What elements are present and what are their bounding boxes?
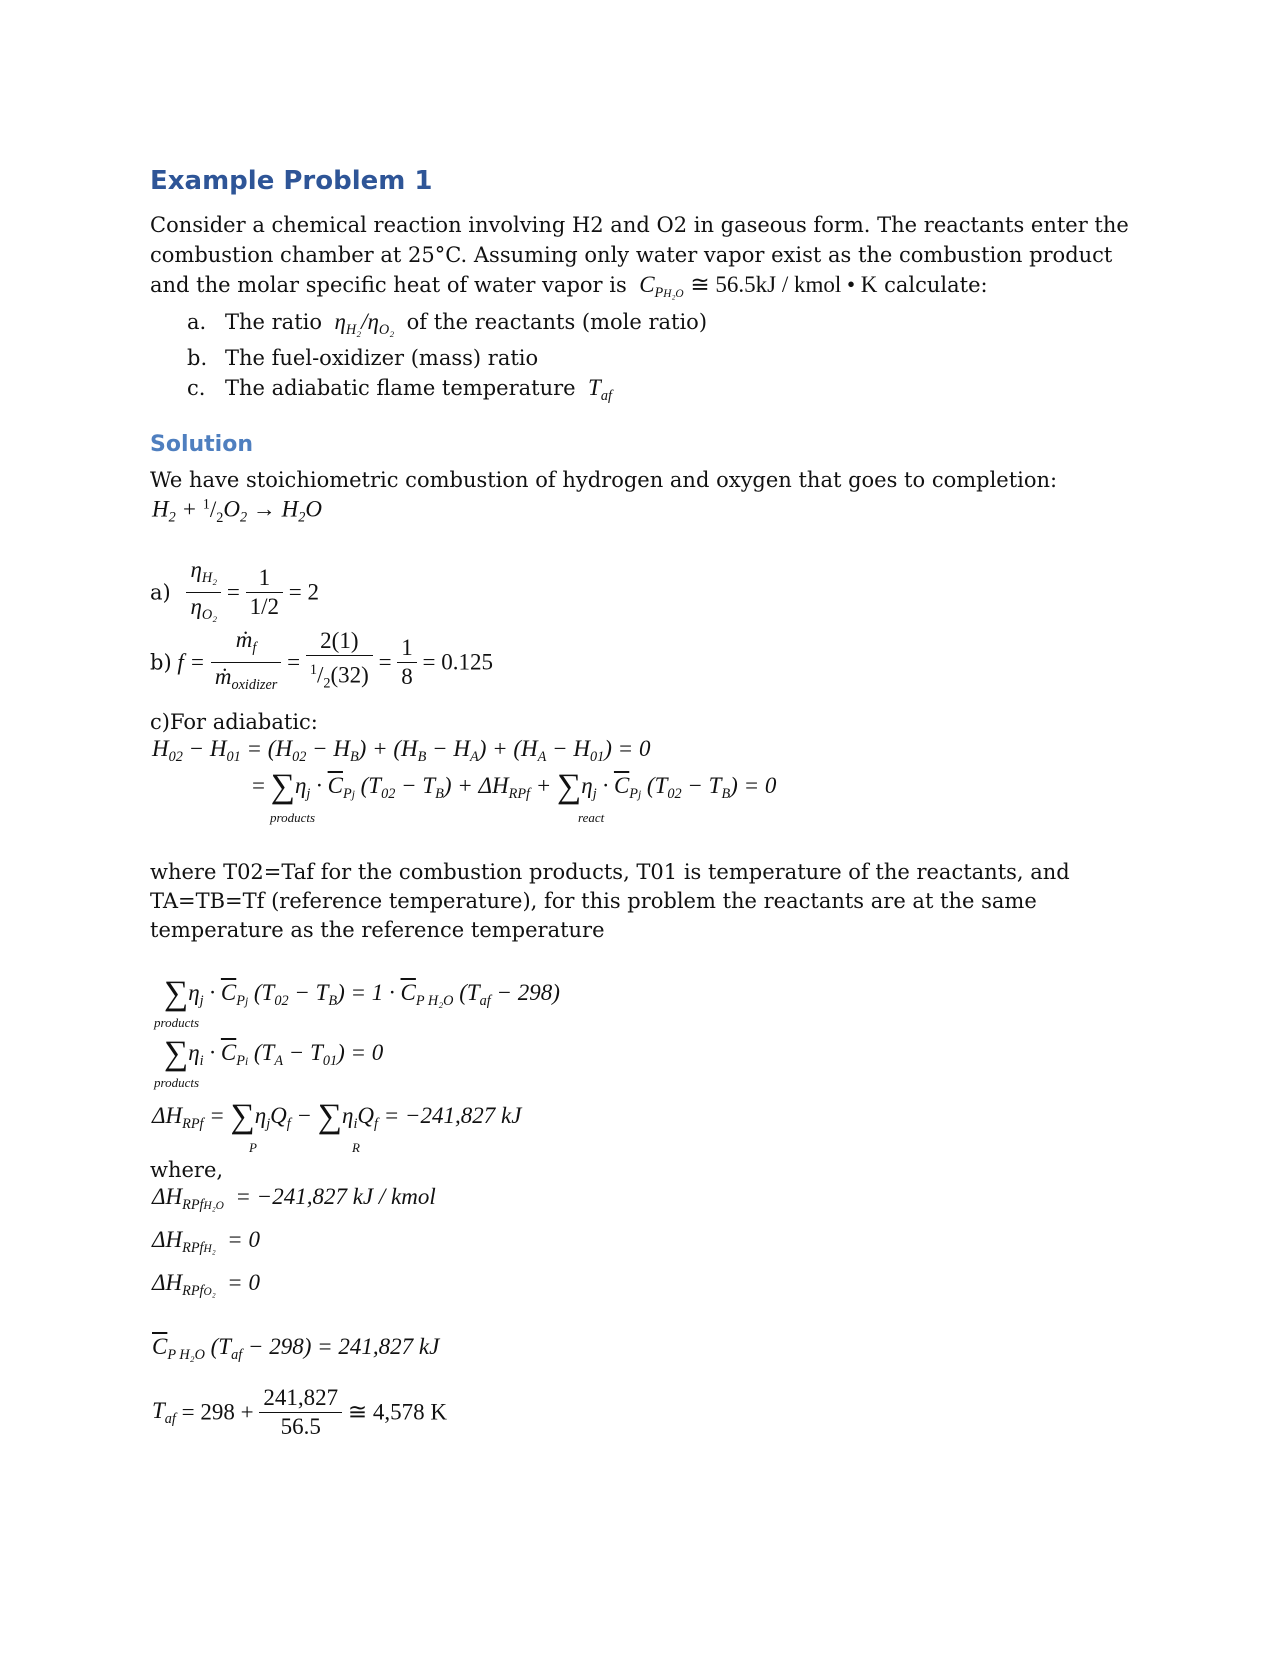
part-b-fraction-1: $\frac{2(1)}{^1/_2(32)}$ <box>306 627 373 698</box>
mole-ratio-symbol: $\eta_{H_2}/\eta_{O_2}$ <box>328 309 395 338</box>
mole-ratio-fraction: $\frac{\eta_{H_2}}{\eta_{O_2}}$ <box>186 556 221 629</box>
part-a-fraction <box>246 564 283 621</box>
list-text-a: The ratio <box>225 310 322 334</box>
dh-h2o-value: = −241,827 kJ / kmol <box>235 1184 436 1209</box>
products-label-2: products <box>154 1015 200 1030</box>
intro-line-2: combustion chamber at 25°C. Assuming only water vapor exist as the combustion product <box>150 243 1113 267</box>
part-b-equation: b) f = $\frac{ṁ_f}{ṁ_{oxidizer}}$ = $\frac{2(1)}{^1/_2(32)}$ = $\frac{1}{8}$ = 0.125 <box>150 626 493 699</box>
list-label-b: b. <box>187 346 208 370</box>
solution-intro: We have stoichiometric combustion of hydrogen and oxygen that goes to completion: <box>150 468 1058 492</box>
part-a-label: a) <box>150 580 171 605</box>
cp-symbol: $C_{PH_2O}$ <box>633 272 684 301</box>
part-b-num-2: 1 <box>397 634 417 663</box>
intro-line-3 <box>150 270 988 309</box>
final-eq1-rhs: = 241,827 kJ <box>317 1334 440 1359</box>
dh-h2-value: = 0 <box>227 1227 260 1252</box>
intro-line-1 <box>150 210 1129 240</box>
delta-h-value: = −241,827 kJ <box>383 1103 522 1128</box>
list-item-a <box>187 307 707 345</box>
intro-text-1: Consider a chemical reaction involving H2 and O2 in gaseous form. The reactants enter the <box>150 213 1129 237</box>
part-a-equation: a) $\frac{\eta_{H_2}}{\eta_{O_2}}$ = $\frac{1}{1/2}$ = 2 <box>150 556 319 629</box>
list-label-a: a. <box>187 310 207 334</box>
final-fraction <box>259 1384 342 1441</box>
part-c-label: c)For adiabatic: <box>150 710 318 734</box>
where-line-3: temperature as the reference temperature <box>150 918 605 942</box>
part-b-label: b) <box>150 650 172 675</box>
taf-symbol: $T_{af}$ <box>582 375 612 404</box>
products-label-1: products <box>270 810 316 825</box>
enthalpy-equation-1: $H_{02} - H_{01} = (H_{02} - H_B) + (H_B - H_A) + (H_A - H_{01}) = 0$ <box>152 736 651 765</box>
reaction-equation: $H_2 + ^1/_2O_2 \to H_2O$ <box>152 496 323 526</box>
part-b-num-1: 2(1) <box>306 627 373 656</box>
list-item-b <box>187 343 538 373</box>
mass-ratio-fraction: $\frac{ṁ_f}{ṁ_{oxidizer}}$ <box>211 626 282 699</box>
dh-h2o-equation: $\Delta H_{RPfH_2O} = -241,827$ kJ / kmol <box>152 1184 436 1213</box>
list-text-b: The fuel-oxidizer (mass) ratio <box>225 346 539 370</box>
list-item-c <box>187 373 612 411</box>
part-b-den-1: (32) <box>330 662 369 688</box>
where-line-2: TA=TB=Tf (reference temperature), for this problem the reactants are at the same <box>150 889 1037 913</box>
final-equation-1: $\overline{C}_{P H_2O}$ $(T_{af} - 298) = 241,827$ kJ <box>152 1334 440 1363</box>
sum-index-p: P <box>249 1140 257 1155</box>
part-b-result: = 0.125 <box>422 649 494 675</box>
intro-text-3: and the molar specific heat of water vapor is <box>150 273 627 297</box>
where-label: where, <box>150 1158 224 1182</box>
where-line-1: where T02=Taf for the combustion products, T01 is temperature of the reactants, and <box>150 860 1070 884</box>
page-title: Example Problem 1 <box>150 166 433 196</box>
list-text-a-end: of the reactants (mole ratio) <box>406 310 708 334</box>
part-a-num: 1 <box>246 564 283 593</box>
delta-h-equation: $\Delta H_{RPf} = \sum\eta_jQ_f - \sum\eta_iQ_f = -241,827$ kJ <box>152 1098 522 1135</box>
final-den: 56.5 <box>280 1414 321 1439</box>
dh-o2-equation: $\Delta H_{RPfO_2} = 0$ <box>152 1270 260 1299</box>
list-text-c: The adiabatic flame temperature <box>225 376 576 400</box>
dh-h2-equation: $\Delta H_{RPfH_2} = 0$ <box>152 1227 260 1256</box>
final-num: 241,827 <box>259 1384 342 1413</box>
final-equation-2: $T_{af} = 298$ + $\frac{241,827}{56.5}$ ≅ 4,578 K <box>152 1385 447 1439</box>
final-result: ≅ 4,578 K <box>347 1399 447 1425</box>
enthalpy-equation-2: = $\sum\eta_j \cdot \overline{C}_{Pj}$ $(T_{02} - T_B) + \Delta H_{RPf} + \sum\eta_j \cdot \overline{C}_{Pj}$ $(T_{02} - T_B) = 0$ <box>252 768 777 805</box>
sum-index-r: R <box>352 1140 360 1155</box>
list-label-c: c. <box>187 376 206 400</box>
react-label: react <box>578 810 605 825</box>
sum-products-equation: $\sum\eta_j \cdot \overline{C}_{Pj}$ $(T_{02} - T_B) = 1 \cdot \overline{C}_{P H_2O}$ $(T_{af} - 298)$ <box>164 975 560 1012</box>
intro-text-3-end: calculate: <box>884 273 988 297</box>
products-label-3: products <box>154 1075 200 1090</box>
part-b-fraction-2 <box>397 634 417 691</box>
part-b-den-2: 8 <box>401 663 413 689</box>
cp-value: ≅ 56.5kJ / kmol • K <box>690 272 878 297</box>
solution-heading: Solution <box>150 432 253 457</box>
dh-o2-value: = 0 <box>227 1270 260 1295</box>
sum-reactants-equation: $\sum\eta_i \cdot \overline{C}_{Pi}$ $(T_A - T_{01}) = 0$ <box>164 1035 384 1072</box>
part-a-result: = 2 <box>288 579 319 605</box>
part-a-den: 1/2 <box>249 593 280 619</box>
